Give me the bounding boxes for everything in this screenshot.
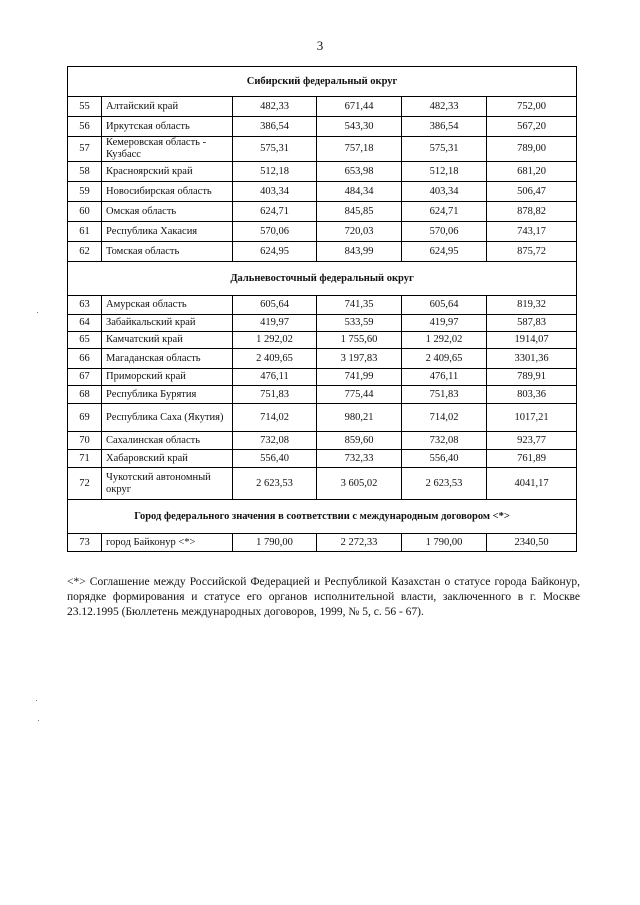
value-cell: 751,83 [402,386,487,404]
row-number: 71 [68,450,102,468]
value-cell: 386,54 [402,117,487,137]
table-row [68,162,577,182]
region-name: Иркутская область [102,117,233,137]
value-cell: 803,36 [487,386,577,404]
value-cell: 3 197,83 [317,349,402,369]
region-name: Амурская область [102,296,233,315]
value-cell: 3301,36 [487,349,577,369]
value-cell: 605,64 [233,296,317,315]
value-cell: 761,89 [487,450,577,468]
row-number: 59 [68,182,102,202]
row-number: 73 [68,534,102,552]
value-cell: 624,71 [402,202,487,222]
value-cell: 605,64 [402,296,487,315]
section-title: Дальневосточный федеральный округ [68,262,577,296]
region-name: Хабаровский край [102,450,233,468]
row-number: 66 [68,349,102,369]
value-cell: 567,20 [487,117,577,137]
value-cell: 512,18 [233,162,317,182]
value-cell: 575,31 [233,137,317,162]
value-cell: 512,18 [402,162,487,182]
value-cell: 3 605,02 [317,468,402,500]
section-header-row [68,67,577,97]
region-name: город Байконур <*> [102,534,233,552]
value-cell: 556,40 [402,450,487,468]
section-header-row [68,262,577,296]
value-cell: 419,97 [233,315,317,332]
region-name: Магаданская область [102,349,233,369]
table-row [68,296,577,315]
value-cell: 980,21 [317,404,402,432]
scan-speck [37,312,38,313]
value-cell: 732,33 [317,450,402,468]
value-cell: 484,34 [317,182,402,202]
row-number: 60 [68,202,102,222]
value-cell: 476,11 [233,369,317,386]
value-cell: 843,99 [317,242,402,262]
table-row [68,349,577,369]
value-cell: 556,40 [233,450,317,468]
value-cell: 671,44 [317,97,402,117]
table-row [68,534,577,552]
table-row [68,315,577,332]
table-row [68,332,577,349]
row-number: 58 [68,162,102,182]
row-number: 70 [68,432,102,450]
section-title: Сибирский федеральный округ [68,67,577,97]
value-cell: 476,11 [402,369,487,386]
value-cell: 1 292,02 [402,332,487,349]
row-number: 65 [68,332,102,349]
value-cell: 4041,17 [487,468,577,500]
value-cell: 923,77 [487,432,577,450]
table-body [68,67,577,552]
value-cell: 543,30 [317,117,402,137]
table-row [68,432,577,450]
value-cell: 732,08 [402,432,487,450]
value-cell: 681,20 [487,162,577,182]
table-row [68,369,577,386]
value-cell: 741,99 [317,369,402,386]
row-number: 57 [68,137,102,162]
table-row [68,386,577,404]
table-row [68,404,577,432]
value-cell: 714,02 [402,404,487,432]
row-number: 61 [68,222,102,242]
value-cell: 743,17 [487,222,577,242]
value-cell: 575,31 [402,137,487,162]
value-cell: 2340,50 [487,534,577,552]
row-number: 62 [68,242,102,262]
table-row [68,97,577,117]
value-cell: 1 790,00 [233,534,317,552]
region-name: Омская область [102,202,233,222]
region-name: Красноярский край [102,162,233,182]
value-cell: 859,60 [317,432,402,450]
row-number: 56 [68,117,102,137]
value-cell: 819,32 [487,296,577,315]
value-cell: 2 623,53 [233,468,317,500]
table-row [68,202,577,222]
table-row [68,182,577,202]
value-cell: 741,35 [317,296,402,315]
value-cell: 587,83 [487,315,577,332]
value-cell: 533,59 [317,315,402,332]
value-cell: 624,71 [233,202,317,222]
region-name: Республика Саха (Якутия) [102,404,233,432]
value-cell: 757,18 [317,137,402,162]
value-cell: 570,06 [233,222,317,242]
section-title: Город федерального значения в соответствии с международным договором <*> [68,500,577,534]
row-number: 63 [68,296,102,315]
value-cell: 1 790,00 [402,534,487,552]
value-cell: 845,85 [317,202,402,222]
scan-speck [36,700,37,701]
value-cell: 506,47 [487,182,577,202]
table-row [68,222,577,242]
table-row [68,242,577,262]
tariff-table [67,66,577,552]
table-row [68,468,577,500]
row-number: 64 [68,315,102,332]
row-number: 72 [68,468,102,500]
value-cell: 752,00 [487,97,577,117]
value-cell: 482,33 [233,97,317,117]
value-cell: 878,82 [487,202,577,222]
value-cell: 482,33 [402,97,487,117]
row-number: 69 [68,404,102,432]
region-name: Томская область [102,242,233,262]
value-cell: 624,95 [233,242,317,262]
table-row [68,450,577,468]
value-cell: 570,06 [402,222,487,242]
value-cell: 2 409,65 [233,349,317,369]
region-name: Камчатский край [102,332,233,349]
region-name: Республика Бурятия [102,386,233,404]
value-cell: 775,44 [317,386,402,404]
value-cell: 2 272,33 [317,534,402,552]
region-name: Кемеровская область - Кузбасс [102,137,233,162]
table-row [68,137,577,162]
region-name: Чукотский автономный округ [102,468,233,500]
value-cell: 875,72 [487,242,577,262]
value-cell: 2 623,53 [402,468,487,500]
row-number: 55 [68,97,102,117]
value-cell: 1 292,02 [233,332,317,349]
section-header-row [68,500,577,534]
value-cell: 789,91 [487,369,577,386]
region-name: Новосибирская область [102,182,233,202]
value-cell: 732,08 [233,432,317,450]
row-number: 67 [68,369,102,386]
value-cell: 1017,21 [487,404,577,432]
region-name: Сахалинская область [102,432,233,450]
region-name: Алтайский край [102,97,233,117]
value-cell: 653,98 [317,162,402,182]
row-number: 68 [68,386,102,404]
value-cell: 2 409,65 [402,349,487,369]
region-name: Республика Хакасия [102,222,233,242]
value-cell: 624,95 [402,242,487,262]
value-cell: 386,54 [233,117,317,137]
scan-speck [38,720,39,721]
value-cell: 1 755,60 [317,332,402,349]
value-cell: 403,34 [402,182,487,202]
value-cell: 789,00 [487,137,577,162]
value-cell: 714,02 [233,404,317,432]
table-row [68,117,577,137]
value-cell: 720,03 [317,222,402,242]
value-cell: 751,83 [233,386,317,404]
region-name: Приморский край [102,369,233,386]
footnote: <*> Соглашение между Российской Федерацией и Республикой Казахстан о статусе города Байконур, порядке формирования и статусе его органов исполнительной власти, заключенного в г. Москве 23.12.1995 (Бюллетень международных договоров, 1999, № 5, с. 56 - 67). [67,576,580,618]
region-name: Забайкальский край [102,315,233,332]
value-cell: 419,97 [402,315,487,332]
page-number: 3 [316,38,324,53]
value-cell: 403,34 [233,182,317,202]
value-cell: 1914,07 [487,332,577,349]
